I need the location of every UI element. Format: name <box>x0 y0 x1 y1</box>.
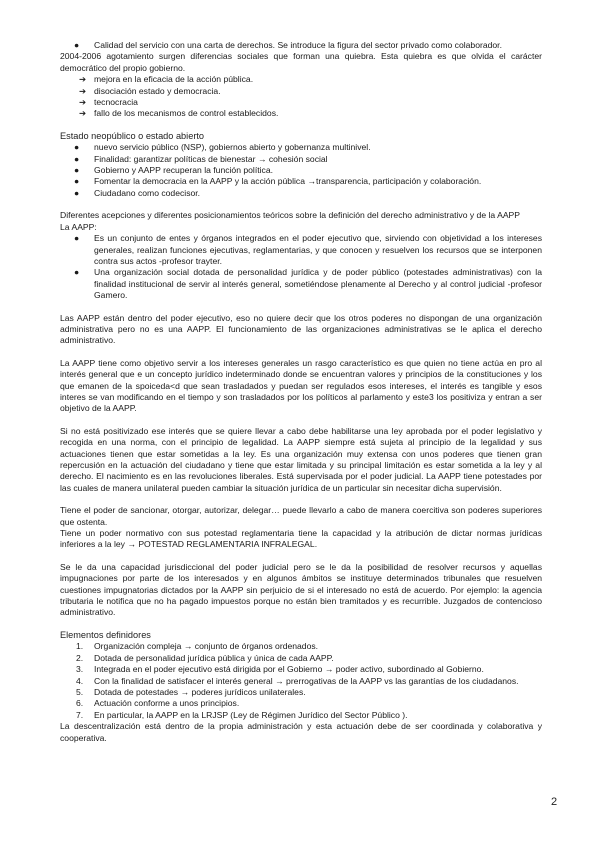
paragraph-objetivo: La AAPP tiene como objetivo servir a los intereses generales un rasgo característico es que quien no tiene actúa en pro al interés general que e un concepto jurídico indeterminado donde se encuentran valores y principios de la constituciones y los que emanen de la spoiceda<d que sean trasladados y puedan ser regulados esos intereses, el interés es tangible y esos interes se van modificando en el tiempo y son trasladados por los políticos al parlamento y este3 los positiviza y entran a ser objetivo de la AAPP. <box>60 357 542 414</box>
bullet-icon: ● <box>74 40 80 50</box>
bullet-icon: ● <box>74 165 80 176</box>
list-item <box>60 176 542 187</box>
list-item-text: mejora en la eficacia de la acción pública. <box>94 74 254 85</box>
paragraph-positivizado: Si no está positivizado ese interés que se quiere llevar a cabo debe habilitarse una ley aprobada por el poder legislativo y recogida en una norma, con el principio de legalidad. La AAPP siempre está sujeta al principio de la legalidad y sus actuaciones tienen que estar sometidas a la ley. Es una organización muy extensa con unos poderes que tienen gran repercusión en la actuación del ciudadano y tiene que estar limitada y su principal limitación es estar sometida a la ley y al derecho. El nacimiento es en las revoluciones liberales. Está supervisada por el poder judicial. La AAPP tiene potestades por las cuales de manera unilateral pueden cambiar la situación jurídica de un particular sin necesitar dicha supervisión. <box>60 425 542 493</box>
bullet-icon: ● <box>74 233 80 244</box>
bullet-icon: ● <box>74 142 80 153</box>
list-item-text: nuevo servicio público (NSP), gobiernos abierto y gobernanza multinivel. <box>94 142 371 153</box>
bullet-icon: ● <box>74 267 80 278</box>
list-item-text: Finalidad: garantizar políticas de bienestar → cohesión social <box>94 153 328 164</box>
paragraph-ejecutivo: Las AAPP están dentro del poder ejecutivo, eso no quiere decir que los otros poderes no dispongan de una organización administrativa pero no es una AAPP. El funcionamiento de las organizaciones administrativas se le aplica el derecho administrativo. <box>60 312 542 346</box>
list-number: 1. <box>76 641 84 652</box>
elementos-list <box>60 641 542 721</box>
bullet-icon: ● <box>74 176 80 187</box>
list-item-text: Dotada de personalidad jurídica pública y única de cada AAPP. <box>94 652 334 663</box>
page-content <box>60 40 542 744</box>
neo-list <box>60 142 542 199</box>
list-item-text: Es un conjunto de entes y órganos integrados en el poder ejecutivo que, sirviendo con objetividad a los intereses generales, realizan funciones ejecutivas, reglamentarias, y que conocen y resuelven los recursos que se interponen contra sus actos -profesor trayter. <box>94 233 542 266</box>
section-heading-elementos: Elementos definidores <box>60 629 151 640</box>
list-item <box>60 641 542 652</box>
page-number: 2 <box>551 796 558 808</box>
list-item-text: Una organización social dotada de personalidad jurídica y de poder público (potestades administrativas) con la finalidad institucional de servir al interés general, sometiéndose plenamente al Derecho y al control judicial -profesor Gamero. <box>94 267 542 301</box>
arrow-icon: ➔ <box>79 85 87 96</box>
bullet-icon: ● <box>74 187 80 198</box>
arrow-icon: ➔ <box>79 97 87 108</box>
section-heading-neopublico: Estado neopúblico o estado abierto <box>60 130 205 141</box>
list-item-text: fallo de los mecanismos de control establecidos. <box>94 108 279 119</box>
list-item-text: Organización compleja → conjunto de órganos ordenados. <box>94 641 319 652</box>
paragraph-2004: 2004-2006 agotamiento surgen diferencias sociales que forman una quiebra. Esta quiebra es que olvida el carácter democrático del propio gobierno. <box>60 51 542 73</box>
list-number: 6. <box>76 698 84 709</box>
list-number: 2. <box>76 652 84 663</box>
list-item-text: Dotada de potestades → poderes jurídicos unilaterales. <box>94 686 306 697</box>
list-item-text: Actuación conforme a unos principios. <box>94 698 240 709</box>
list-item-text: tecnocracia <box>94 97 138 108</box>
list-item-text: Con la finalidad de satisfacer el interés general → prerrogativas de la AAPP vs las garantías de los ciudadanos. <box>94 675 519 686</box>
list-item <box>60 267 542 301</box>
list-item <box>60 97 542 108</box>
list-item-text: En particular, la AAPP en la LRJSP (Ley de Régimen Jurídico del Sector Público ). <box>94 709 408 720</box>
list-item <box>60 154 542 165</box>
list-number: 3. <box>76 664 84 675</box>
arrow-list <box>60 74 542 120</box>
list-item-text: Fomentar la democracia en la AAPP y la acción pública →transparencia, participación y colaboración. <box>94 176 482 187</box>
arrow-icon: ➔ <box>79 74 87 85</box>
list-number: 5. <box>76 686 84 697</box>
bullet-icon: ● <box>74 153 80 164</box>
list-item <box>60 86 542 97</box>
list-item <box>60 687 542 698</box>
paragraph-jurisdiccional: Se le da una capacidad jurisdiccional del poder judicial pero se le da la posibilidad de resolver recursos y aquellas impugnaciones por parte de los interesados y en algunos ámbitos se instituye determinados tribunales que resuelven cuestiones impugnatorias dictados por la AAPP sin perjuicio de si el interesado no está de acuerdo. Por ejemplo: la agencia tributaria le notifica que no ha pagado impuestos porque no están bien tramitados y es recurrible. Juzgados de contencioso administrativo. <box>60 561 542 618</box>
list-item <box>60 74 542 85</box>
list-item-text: Calidad del servicio con una carta de derechos. Se introduce la figura del sector privado como colaborador. <box>94 40 502 50</box>
paragraph-descentralizacion: La descentralización está dentro de la propia administración y esta actuación debe de ser coordinada y colaborativa y cooperativa. <box>60 721 542 743</box>
list-number: 4. <box>76 675 84 686</box>
label-aapp: La AAPP: <box>60 221 97 232</box>
list-item-text: Gobierno y AAPP recuperan la función política. <box>94 165 273 176</box>
list-item <box>60 188 542 199</box>
paragraph-normativo: Tiene un poder normativo con sus potestad reglamentaria tiene la capacidad y la atribución de dictar normas jurídicas inferiores a la ley → POTESTAD REGLAMENTARIA INFRALEGAL. <box>60 528 542 550</box>
aapp-definitions-list <box>60 233 542 301</box>
paragraph-sancionar: Tiene el poder de sancionar, otorgar, autorizar, delegar… puede llevarlo a cabo de manera coercitiva son poderes superiores que ostenta. <box>60 505 542 527</box>
list-item-text: disociación estado y democracia. <box>94 85 221 96</box>
list-item <box>60 698 542 709</box>
list-item <box>60 710 542 721</box>
top-bullet-list <box>60 40 542 51</box>
list-item <box>60 664 542 675</box>
list-item-text: Ciudadano como codecisor. <box>94 187 201 198</box>
list-item <box>60 653 542 664</box>
list-item <box>60 40 542 51</box>
list-item <box>60 165 542 176</box>
section-heading-acepciones: Diferentes acepciones y diferentes posicionamientos teóricos sobre la definición del derecho administrativo y de la AAPP <box>60 210 521 221</box>
list-number: 7. <box>76 709 84 720</box>
list-item <box>60 676 542 687</box>
arrow-icon: ➔ <box>79 108 87 119</box>
list-item-text: Integrada en el poder ejecutivo está dirigida por el Gobierno → poder activo, subordinado al Gobierno. <box>94 664 484 675</box>
list-item <box>60 142 542 153</box>
list-item <box>60 233 542 267</box>
list-item <box>60 108 542 119</box>
